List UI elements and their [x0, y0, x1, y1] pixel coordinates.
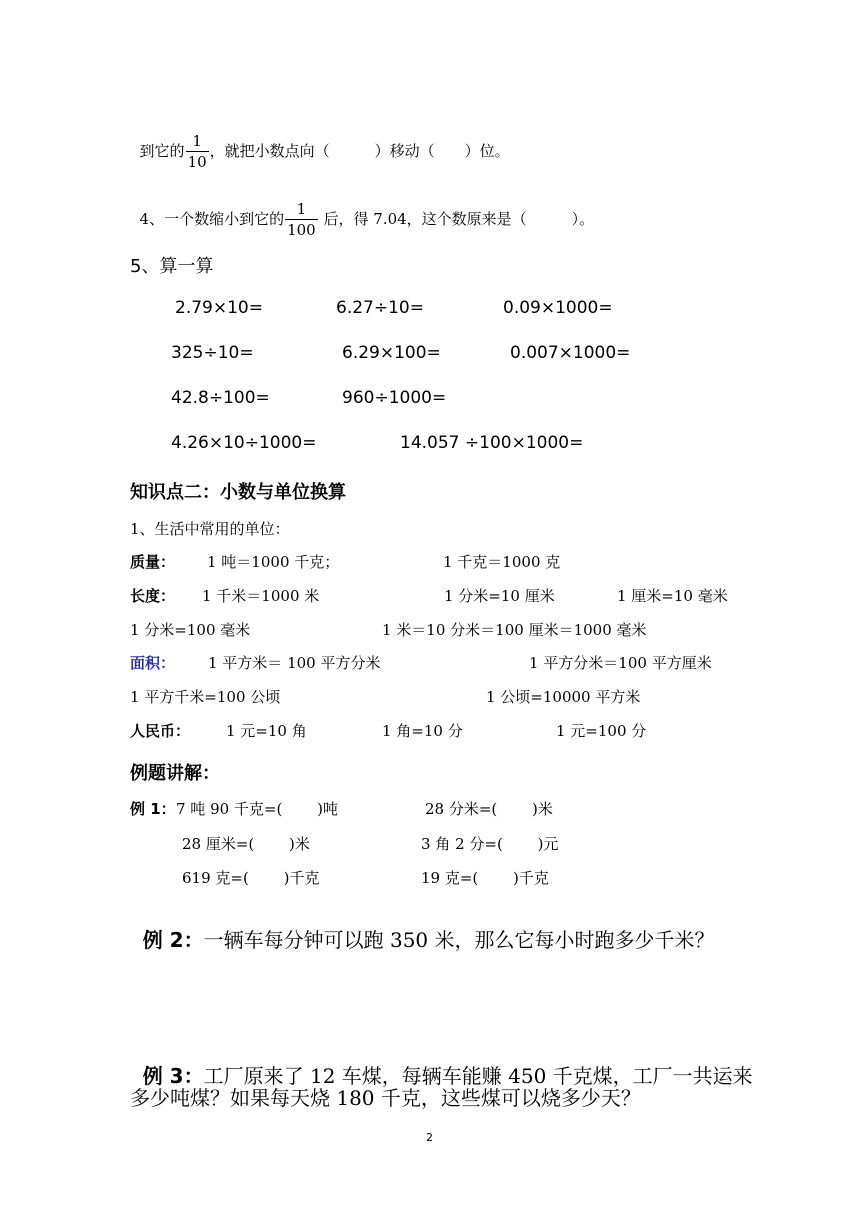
- length-e: 1 米＝10 分米＝100 厘米＝1000 毫米: [382, 621, 647, 639]
- mass-b: 1 千克＝1000 克: [443, 553, 561, 571]
- money-b: 1 角=10 分: [382, 722, 463, 740]
- length-d: 1 分米=100 毫米: [130, 621, 251, 639]
- length-b: 1 分米=10 厘米: [444, 587, 555, 605]
- q4-line: [130, 184, 594, 238]
- ex1-item-1: 7 吨 90 千克=( )吨: [176, 800, 338, 818]
- section2-intro: 1、生活中常用的单位：: [130, 520, 290, 538]
- q3-suffix: ，就把小数点向（ ）移动（ ）位。: [209, 142, 510, 160]
- calc-3-2: 960÷1000=: [342, 388, 447, 408]
- length-a: 1 千米＝1000 米: [202, 587, 320, 605]
- area-a: 1 平方米＝ 100 平方分米: [208, 654, 381, 672]
- ex1-label: 例 1：: [130, 800, 176, 818]
- area-label: 面积：: [130, 654, 176, 672]
- ex3-text-1: 工厂原来了 12 车煤，每辆车能赚 450 千克煤，工厂一共运来: [203, 1064, 753, 1088]
- q4-fraction-denominator: 100: [287, 221, 316, 239]
- length-label: 长度：: [130, 587, 176, 605]
- ex1-item-4: 3 角 2 分=( )元: [421, 835, 559, 853]
- q4-fraction-numerator: 1: [285, 202, 318, 220]
- calc-4-2: 14.057 ÷100×1000=: [400, 433, 584, 453]
- q3-fraction-denominator: 10: [187, 153, 207, 171]
- length-c: 1 厘米=10 毫米: [617, 587, 728, 605]
- q3-prefix: 到它的: [139, 142, 185, 160]
- calc-2-1: 325÷10=: [171, 343, 254, 363]
- q4-prefix: 4、一个数缩小到它的: [139, 210, 285, 228]
- ex1-item-2: 28 分米=( )米: [425, 800, 553, 818]
- mass-a: 1 吨＝1000 千克；: [207, 553, 340, 571]
- ex3-line-2: 多少吨煤？如果每天烧 180 千克，这些煤可以烧多少天？: [130, 1086, 641, 1110]
- q3-fraction: [186, 134, 209, 170]
- q5-title: 5、算一算: [130, 256, 214, 277]
- q4-fraction: [285, 202, 318, 238]
- calc-4-1: 4.26×10÷1000=: [171, 433, 317, 453]
- mass-label: 质量：: [130, 553, 176, 571]
- ex1-item-6: 19 克=( )千克: [421, 869, 549, 887]
- calc-3-1: 42.8÷100=: [171, 388, 270, 408]
- money-a: 1 元=10 角: [226, 722, 307, 740]
- section2-title: 知识点二：小数与单位换算: [130, 482, 346, 503]
- ex2-text: 一辆车每分钟可以跑 350 米，那么它每小时跑多少千米？: [203, 928, 715, 952]
- examples-title: 例题讲解：: [130, 763, 220, 784]
- q4-suffix: 后，得 7.04，这个数原来是（ ）。: [318, 210, 595, 228]
- money-c: 1 元=100 分: [556, 722, 647, 740]
- ex2-line: [130, 900, 715, 953]
- calc-1-1: 2.79×10=: [175, 298, 263, 318]
- page-number: 2: [426, 1131, 433, 1144]
- area-c: 1 平方千米=100 公顷: [130, 688, 281, 706]
- calc-2-3: 0.007×1000=: [510, 343, 631, 363]
- area-d: 1 公顷=10000 平方米: [486, 688, 641, 706]
- q3-fraction-numerator: 1: [186, 134, 209, 152]
- q3-tail-line: [130, 116, 510, 170]
- ex1-item-3: 28 厘米=( )米: [182, 835, 310, 853]
- ex2-label: 例 2：: [142, 928, 204, 952]
- calc-2-2: 6.29×100=: [342, 343, 441, 363]
- ex1-item-5: 619 克=( )千克: [182, 869, 320, 887]
- ex3-label: 例 3：: [142, 1064, 204, 1088]
- area-b: 1 平方分米＝100 平方厘米: [529, 654, 712, 672]
- calc-1-3: 0.09×1000=: [503, 298, 613, 318]
- calc-1-2: 6.27÷10=: [336, 298, 424, 318]
- money-label: 人民币：: [130, 722, 191, 740]
